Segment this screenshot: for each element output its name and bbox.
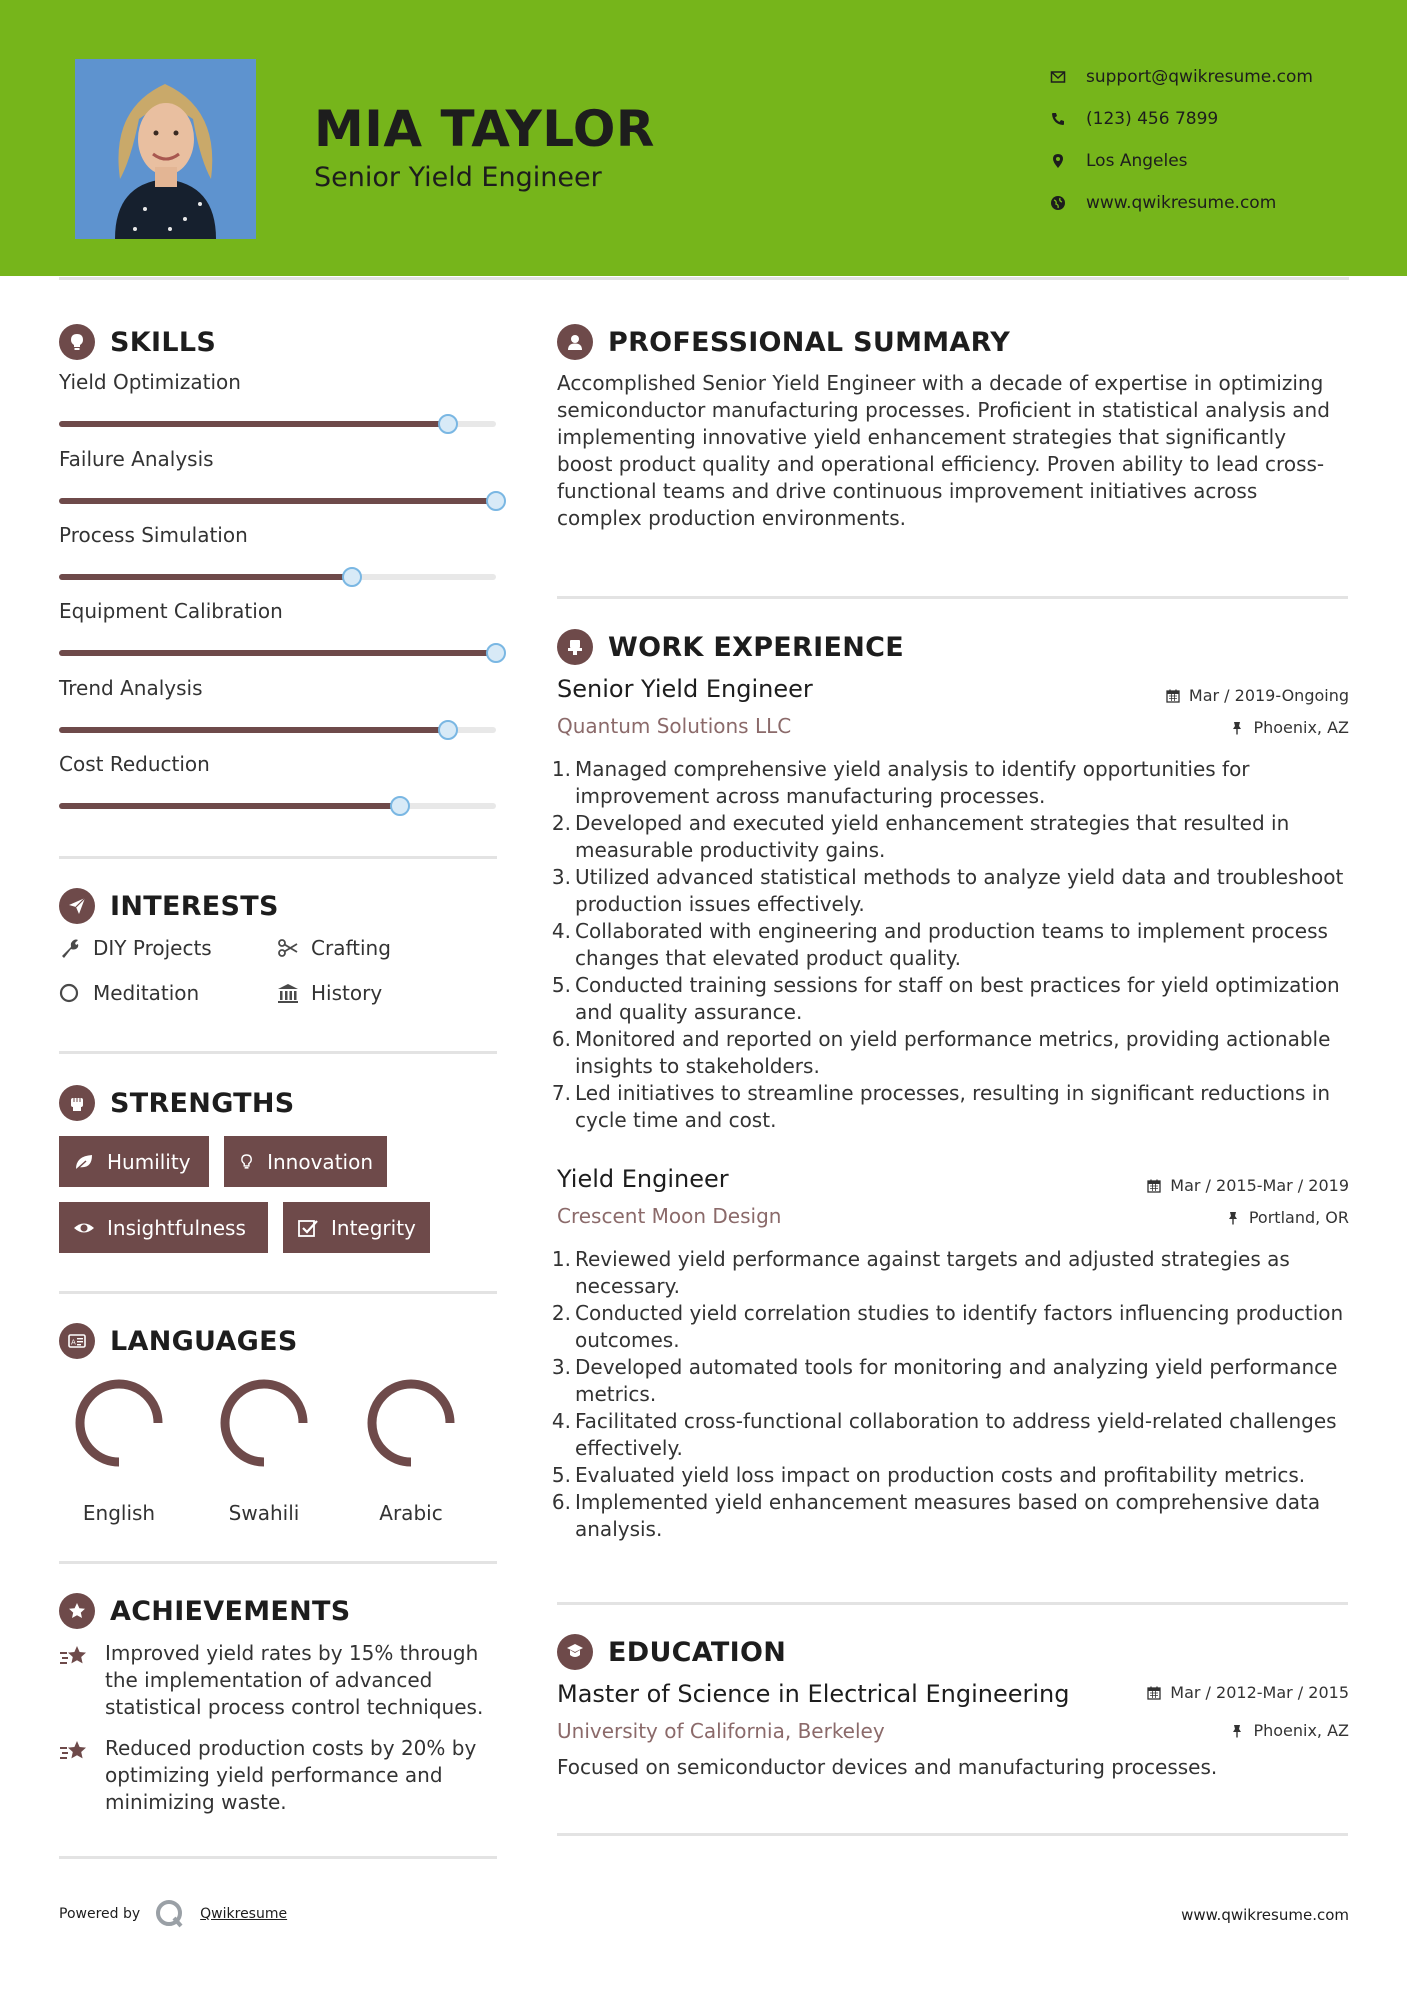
list-item: 4. Collaborated with engineering and production teams to implement process changes that elevated product quality. bbox=[551, 919, 1328, 970]
candidate-name: MIA TAYLOR bbox=[314, 100, 655, 158]
strength-badge-humility: Humility bbox=[59, 1136, 209, 1187]
skill-bar-fill bbox=[59, 650, 496, 656]
skill-bar-knob bbox=[438, 720, 458, 740]
education-heading: EDUCATION bbox=[557, 1634, 786, 1670]
education-dates: Mar / 2012-Mar / 2015 bbox=[1147, 1683, 1349, 1702]
experience-heading: WORK EXPERIENCE bbox=[557, 629, 904, 665]
job-location: Portland, OR bbox=[1226, 1208, 1349, 1227]
skill-label: Failure Analysis bbox=[59, 447, 214, 471]
school-name: University of California, Berkeley bbox=[557, 1719, 885, 1743]
envelope-icon bbox=[1050, 67, 1086, 87]
section-divider bbox=[59, 1051, 497, 1054]
job-location: Phoenix, AZ bbox=[1230, 718, 1349, 737]
list-item: 4. Facilitated cross-functional collaboration to address yield-related challenges effectively. bbox=[551, 1409, 1337, 1460]
company-name: Quantum Solutions LLC bbox=[557, 714, 792, 738]
qwikresume-link[interactable]: Qwikresume bbox=[200, 1906, 288, 1922]
skill-label: Process Simulation bbox=[59, 523, 248, 547]
contact-phone[interactable]: (123) 456 7899 bbox=[1050, 98, 1390, 140]
section-divider bbox=[557, 1833, 1348, 1836]
qwikresume-logo-icon bbox=[154, 1898, 186, 1930]
interest-diy-projects: DIY Projects bbox=[59, 936, 212, 960]
list-item: 6. Implemented yield enhancement measures based on comprehensive data analysis. bbox=[551, 1490, 1321, 1541]
list-item: 1. Managed comprehensive yield analysis to identify opportunities for improvement across manufacturing processes. bbox=[551, 757, 1250, 808]
header-divider bbox=[59, 277, 1349, 280]
section-divider bbox=[59, 1856, 497, 1859]
powered-by: Powered by Qwikresume bbox=[59, 1898, 287, 1930]
profile-photo bbox=[75, 59, 256, 239]
skill-yield-optimization bbox=[59, 370, 496, 400]
contact-email[interactable]: support@qwikresume.com bbox=[1050, 56, 1390, 98]
phone-icon bbox=[1050, 109, 1086, 129]
skill-bar-fill bbox=[59, 803, 400, 809]
lightbulb-icon bbox=[59, 324, 95, 360]
job-bullets bbox=[550, 1246, 1350, 1543]
job-title: Senior Yield Engineer bbox=[557, 675, 813, 703]
list-item: 2. Conducted yield correlation studies to identify factors influencing production outcomes. bbox=[551, 1301, 1344, 1352]
skill-bar-track bbox=[59, 803, 496, 809]
strength-badge-integrity: Integrity bbox=[283, 1202, 430, 1253]
language-english: English bbox=[54, 1375, 184, 1525]
globe-icon bbox=[1050, 193, 1086, 213]
job-title: Yield Engineer bbox=[557, 1165, 729, 1193]
education-description: Focused on semiconductor devices and manufacturing processes. bbox=[557, 1755, 1218, 1779]
wrench-icon bbox=[59, 936, 89, 960]
section-divider bbox=[557, 596, 1348, 599]
achievement-item: Improved yield rates by 15% through the implementation of advanced statistical process control techniques. bbox=[59, 1640, 499, 1721]
pushpin-icon bbox=[1230, 1724, 1244, 1738]
achievement-item: Reduced production costs by 20% by optimizing yield performance and minimizing waste. bbox=[59, 1735, 499, 1816]
map-pin-icon bbox=[1050, 151, 1086, 171]
skill-bar-fill bbox=[59, 727, 448, 733]
candidate-role: Senior Yield Engineer bbox=[314, 162, 602, 193]
strength-badge-innovation: Innovation bbox=[224, 1136, 387, 1187]
list-item: 3. Utilized advanced statistical methods to analyze yield data and troubleshoot production issues effectively. bbox=[551, 865, 1344, 916]
skills-heading: SKILLS bbox=[59, 324, 216, 360]
strength-badge-insightfulness: Insightfulness bbox=[59, 1202, 268, 1253]
calendar-icon bbox=[1166, 689, 1180, 703]
contact-website[interactable]: www.qwikresume.com bbox=[1050, 182, 1390, 224]
section-divider bbox=[59, 1561, 497, 1564]
pushpin-icon bbox=[1230, 721, 1244, 735]
star-icon bbox=[59, 1640, 105, 1721]
calendar-icon bbox=[1147, 1179, 1161, 1193]
skill-bar-knob bbox=[342, 567, 362, 587]
header-banner bbox=[0, 0, 1407, 276]
scissors-icon bbox=[277, 936, 307, 960]
skill-bar-knob bbox=[486, 643, 506, 663]
summary-heading: PROFESSIONAL SUMMARY bbox=[557, 324, 1010, 360]
skill-label: Yield Optimization bbox=[59, 370, 241, 394]
star-icon bbox=[59, 1735, 105, 1816]
section-divider bbox=[59, 856, 497, 859]
languages-heading: A LANGUAGES bbox=[59, 1323, 298, 1359]
section-divider bbox=[59, 1291, 497, 1294]
language-gauge bbox=[216, 1375, 312, 1471]
language-arabic: Arabic bbox=[346, 1375, 476, 1525]
language-card-icon bbox=[59, 1323, 95, 1359]
pushpin-icon bbox=[1226, 1211, 1240, 1225]
skill-bar-track bbox=[59, 421, 496, 427]
degree-title: Master of Science in Electrical Engineering bbox=[557, 1680, 1070, 1708]
skill-failure-analysis bbox=[59, 447, 496, 477]
job-dates: Mar / 2019-Ongoing bbox=[1166, 686, 1349, 705]
museum-icon bbox=[277, 981, 307, 1005]
education-location: Phoenix, AZ bbox=[1230, 1721, 1349, 1740]
list-item: 5. Evaluated yield loss impact on production costs and profitability metrics. bbox=[551, 1463, 1306, 1487]
skill-bar-fill bbox=[59, 574, 352, 580]
language-swahili: Swahili bbox=[199, 1375, 329, 1525]
checkbox-icon bbox=[297, 1217, 319, 1239]
skill-bar-track bbox=[59, 498, 496, 504]
language-gauge bbox=[363, 1375, 459, 1471]
list-item: 3. Developed automated tools for monitoring and analyzing yield performance metrics. bbox=[551, 1355, 1338, 1406]
list-item: 5. Conducted training sessions for staff on best practices for yield optimization and quality assurance. bbox=[551, 973, 1340, 1024]
calendar-icon bbox=[1147, 1686, 1161, 1700]
user-icon bbox=[557, 324, 593, 360]
svg-text:A: A bbox=[71, 1338, 76, 1347]
star-badge-icon bbox=[59, 1593, 95, 1629]
briefcase-icon bbox=[557, 629, 593, 665]
skill-bar-knob bbox=[486, 491, 506, 511]
list-item: 7. Led initiatives to streamline processes, resulting in significant reductions in cycle time and cost. bbox=[551, 1081, 1331, 1132]
contact-list bbox=[1050, 56, 1390, 224]
summary-text: Accomplished Senior Yield Engineer with a decade of expertise in optimizing semiconductor manufacturing processes. Proficient in statistical analysis and implementing innovative yield enhancement strategies that significantly boost product quality and operational efficiency. Proven ability to lead cross-functional teams and drive continuous improvement initiatives across complex production environments. bbox=[557, 371, 1330, 530]
skill-bar-knob bbox=[390, 796, 410, 816]
skill-label: Equipment Calibration bbox=[59, 599, 283, 623]
skill-bar-track bbox=[59, 727, 496, 733]
skill-label: Cost Reduction bbox=[59, 752, 210, 776]
list-item: 2. Developed and executed yield enhancement strategies that resulted in measurable productivity gains. bbox=[551, 811, 1290, 862]
strengths-heading: STRENGTHS bbox=[59, 1085, 295, 1121]
interest-history: History bbox=[277, 981, 382, 1005]
company-name: Crescent Moon Design bbox=[557, 1204, 782, 1228]
job-dates: Mar / 2015-Mar / 2019 bbox=[1147, 1176, 1349, 1195]
circle-icon bbox=[59, 981, 89, 1005]
skill-process-simulation bbox=[59, 523, 496, 553]
job-bullets bbox=[550, 756, 1350, 1134]
list-item: 6. Monitored and reported on yield performance metrics, providing actionable insights to stakeholders. bbox=[551, 1027, 1331, 1078]
eye-icon bbox=[73, 1217, 95, 1239]
language-gauge bbox=[71, 1375, 167, 1471]
section-divider bbox=[557, 1602, 1348, 1605]
skill-bar-track bbox=[59, 650, 496, 656]
graduate-icon bbox=[557, 1634, 593, 1670]
skill-equipment-calibration bbox=[59, 599, 496, 629]
paper-plane-icon bbox=[59, 888, 95, 924]
fist-icon bbox=[59, 1085, 95, 1121]
interest-crafting: Crafting bbox=[277, 936, 391, 960]
skill-bar-track bbox=[59, 574, 496, 580]
interests-heading: INTERESTS bbox=[59, 888, 279, 924]
skill-bar-fill bbox=[59, 421, 448, 427]
leaf-icon bbox=[73, 1151, 95, 1173]
list-item: 1. Reviewed yield performance against targets and adjusted strategies as necessary. bbox=[551, 1247, 1290, 1298]
interest-meditation: Meditation bbox=[59, 981, 199, 1005]
contact-location: Los Angeles bbox=[1050, 140, 1390, 182]
skill-label: Trend Analysis bbox=[59, 676, 203, 700]
achievements-heading: ACHIEVEMENTS bbox=[59, 1593, 351, 1629]
footer-website[interactable]: www.qwikresume.com bbox=[1181, 1906, 1349, 1924]
lightbulb-icon bbox=[238, 1151, 255, 1173]
skill-trend-analysis bbox=[59, 676, 496, 706]
skill-cost-reduction bbox=[59, 752, 496, 782]
skill-bar-fill bbox=[59, 498, 496, 504]
skill-bar-knob bbox=[438, 414, 458, 434]
